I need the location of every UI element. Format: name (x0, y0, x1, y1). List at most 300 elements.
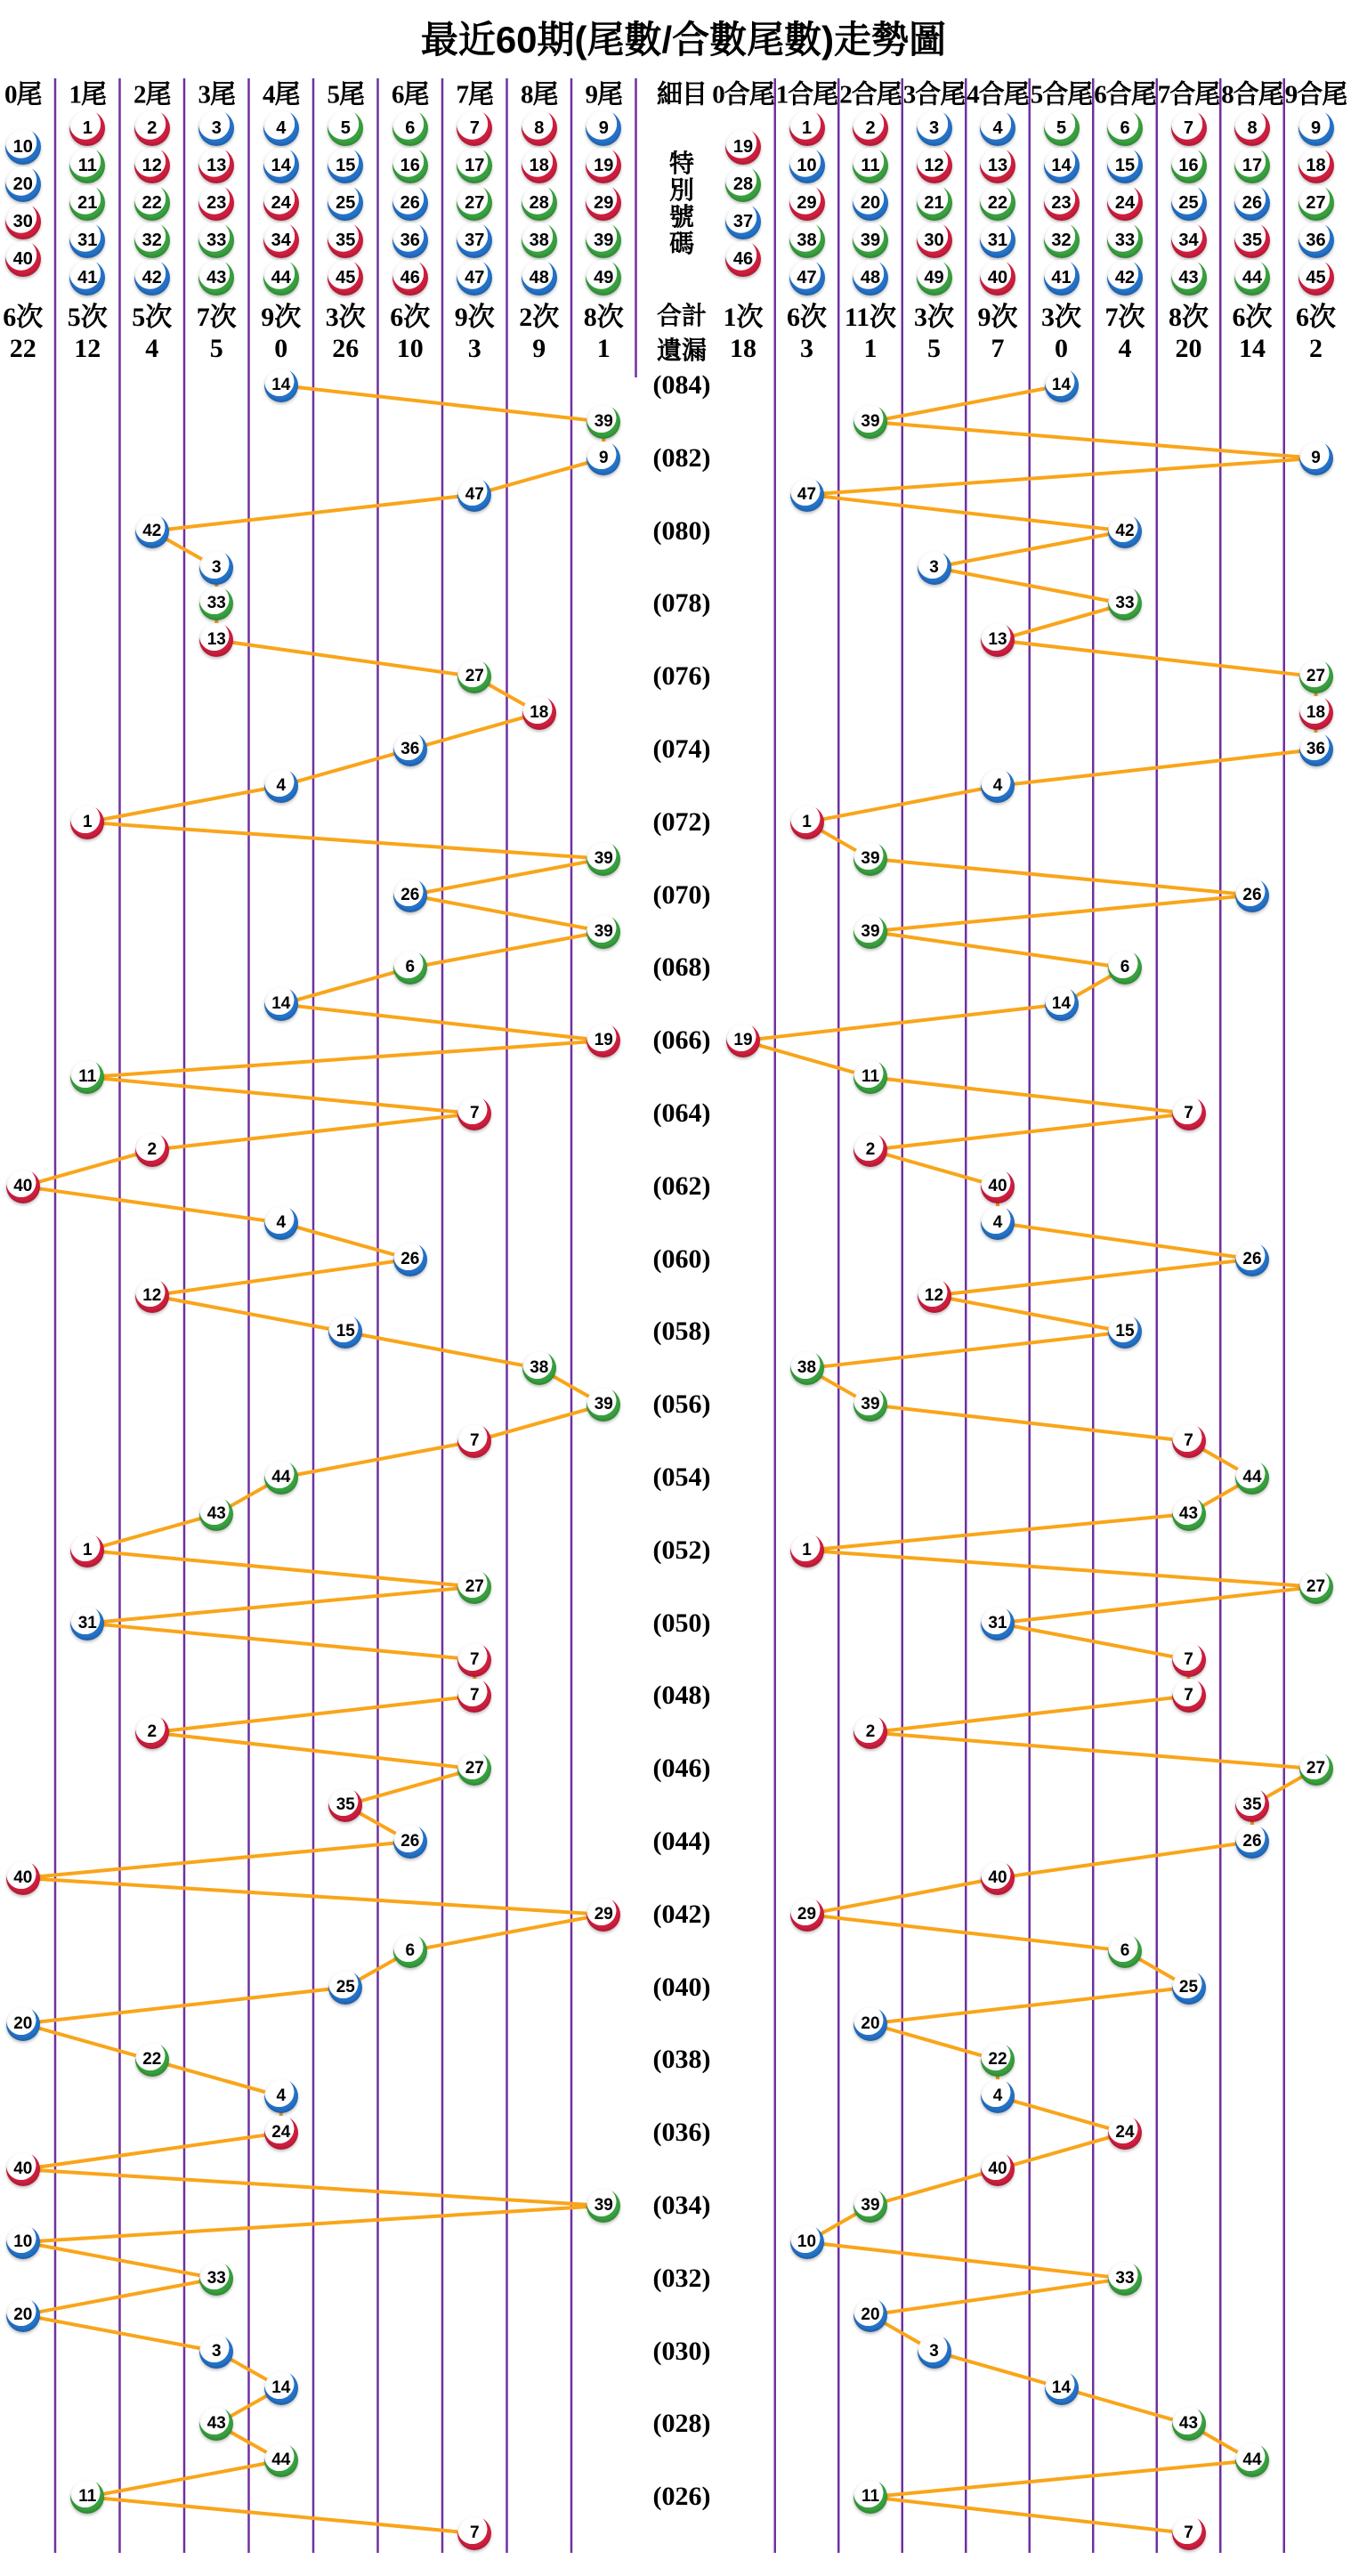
draw-ball-sumtail-row14-num39: 39 (853, 842, 887, 876)
draw-ball-sumtail-row9-num27: 27 (1299, 660, 1333, 693)
draw-ball-sumtail-row34-num27: 27 (1299, 1570, 1333, 1604)
draw-ball-tail-row55-num3: 3 (199, 2335, 233, 2369)
draw-ball-tail-row16-num39: 39 (586, 915, 620, 949)
grid-ball-left-21: 21 (69, 185, 105, 221)
miss-count-right-3: 5 (927, 334, 941, 363)
column-header-sumtail-8: 8合尾 (1221, 80, 1283, 109)
draw-ball-tail-row20-num11: 11 (70, 1060, 104, 1094)
draw-ball-tail-row31-num44: 44 (264, 1461, 298, 1495)
column-header-sumtail-7: 7合尾 (1157, 80, 1220, 109)
period-label-082: (082) (652, 442, 711, 473)
draw-ball-tail-row9-num27: 27 (457, 660, 491, 693)
draw-ball-sumtail-row58-num44: 44 (1235, 2443, 1269, 2477)
draw-ball-tail-row41-num26: 26 (393, 1825, 427, 1859)
grid-ball-left-2: 2 (134, 110, 170, 146)
grid-ball-left-18: 18 (522, 148, 557, 183)
draw-ball-sumtail-row45-num25: 25 (1172, 1971, 1206, 2005)
grid-ball-right-28: 28 (725, 166, 761, 202)
grid-ball-right-9: 9 (1298, 110, 1334, 146)
miss-count-right-8: 14 (1239, 334, 1266, 363)
appear-count-right-9: 6次 (1296, 303, 1336, 332)
draw-ball-tail-row46-num20: 20 (6, 2007, 40, 2041)
grid-ball-right-36: 36 (1298, 223, 1334, 258)
draw-ball-sumtail-row51-num39: 39 (853, 2189, 887, 2223)
special-number-label-char-0: 特 (668, 150, 695, 178)
grid-ball-right-12: 12 (917, 148, 952, 183)
column-header-tail-4: 4尾 (263, 80, 300, 109)
grid-ball-left-5: 5 (328, 110, 363, 146)
draw-ball-tail-row23-num40: 40 (6, 1170, 40, 1203)
grid-ball-right-44: 44 (1234, 260, 1270, 296)
draw-ball-tail-row17-num6: 6 (393, 951, 427, 984)
grid-ball-right-39: 39 (853, 223, 888, 258)
draw-ball-tail-row56-num14: 14 (264, 2371, 298, 2405)
draw-ball-tail-row57-num43: 43 (199, 2407, 233, 2441)
miss-count-left-3: 5 (209, 334, 223, 363)
grid-ball-left-28: 28 (522, 185, 557, 221)
appear-count-left-2: 5次 (132, 303, 173, 332)
grid-ball-right-24: 24 (1107, 185, 1143, 221)
column-header-tail-2: 2尾 (133, 80, 171, 109)
grid-ball-right-46: 46 (725, 241, 761, 277)
draw-ball-tail-row59-num11: 11 (70, 2480, 104, 2514)
grid-ball-left-36: 36 (392, 223, 428, 258)
appear-count-right-4: 9次 (977, 303, 1018, 332)
grid-ball-left-12: 12 (134, 148, 170, 183)
draw-ball-tail-row7-num33: 33 (199, 587, 233, 620)
draw-ball-sumtail-row55-num3: 3 (918, 2335, 951, 2369)
draw-ball-tail-row44-num6: 6 (393, 1934, 427, 1968)
draw-ball-sumtail-row4-num47: 47 (790, 478, 824, 512)
period-label-064: (064) (652, 1098, 711, 1128)
draw-ball-tail-row4-num47: 47 (457, 478, 491, 512)
draw-ball-tail-row45-num25: 25 (328, 1971, 362, 2005)
appear-count-left-8: 2次 (519, 303, 560, 332)
column-header-sumtail-6: 6合尾 (1094, 80, 1156, 109)
appear-count-left-4: 9次 (261, 303, 302, 332)
column-header-sumtail-3: 3合尾 (902, 80, 966, 109)
draw-ball-tail-row53-num33: 33 (199, 2262, 233, 2296)
miss-count-right-5: 0 (1055, 334, 1068, 363)
grid-ball-left-47: 47 (457, 260, 492, 296)
grid-ball-left-29: 29 (586, 185, 621, 221)
appear-count-left-9: 8次 (583, 303, 624, 332)
column-header-sumtail-5: 5合尾 (1030, 80, 1093, 109)
column-header-tail-0: 0尾 (4, 80, 42, 109)
period-label-076: (076) (652, 661, 711, 692)
grid-ball-left-10: 10 (5, 129, 41, 165)
miss-count-left-4: 0 (274, 334, 288, 363)
grid-ball-right-11: 11 (853, 148, 888, 183)
grid-ball-left-35: 35 (328, 223, 363, 258)
period-label-050: (050) (652, 1608, 711, 1638)
appear-count-left-7: 9次 (454, 303, 495, 332)
grid-ball-right-49: 49 (917, 260, 952, 296)
grid-ball-right-35: 35 (1234, 223, 1270, 258)
draw-ball-tail-row8-num13: 13 (199, 623, 233, 657)
miss-count-left-0: 22 (9, 334, 36, 363)
miss-count-left-7: 3 (467, 334, 481, 363)
grid-ball-right-32: 32 (1044, 223, 1080, 258)
period-label-046: (046) (652, 1754, 711, 1784)
draw-ball-tail-row32-num43: 43 (199, 1497, 233, 1531)
draw-ball-tail-row50-num40: 40 (6, 2152, 40, 2186)
appear-count-right-0: 1次 (723, 303, 764, 332)
period-label-068: (068) (652, 952, 711, 983)
grid-ball-left-49: 49 (586, 260, 621, 296)
appear-count-right-7: 8次 (1169, 303, 1209, 332)
draw-ball-tail-row51-num39: 39 (586, 2189, 620, 2223)
draw-ball-tail-row30-num7: 7 (457, 1424, 491, 1458)
grid-ball-right-4: 4 (980, 110, 1015, 146)
grid-ball-left-46: 46 (392, 260, 428, 296)
grid-ball-left-39: 39 (586, 223, 621, 258)
grid-ball-right-33: 33 (1107, 223, 1143, 258)
column-header-tail-1: 1尾 (69, 80, 107, 109)
grid-ball-right-31: 31 (980, 223, 1015, 258)
draw-ball-tail-row49-num24: 24 (264, 2116, 298, 2150)
grid-ball-left-13: 13 (198, 148, 234, 183)
grid-ball-left-40: 40 (5, 241, 41, 277)
column-header-sumtail-4: 4合尾 (967, 80, 1029, 109)
column-header-sumtail-2: 2合尾 (839, 80, 902, 109)
draw-ball-tail-row38-num2: 2 (135, 1715, 169, 1749)
grid-ball-left-23: 23 (198, 185, 234, 221)
draw-ball-tail-row21-num7: 7 (457, 1097, 491, 1130)
draw-ball-sumtail-row23-num40: 40 (981, 1170, 1015, 1203)
draw-ball-sumtail-row25-num26: 26 (1235, 1243, 1269, 1276)
special-number-label-char-1: 別 (668, 177, 695, 205)
period-label-026: (026) (652, 2482, 711, 2512)
appear-count-right-6: 7次 (1104, 303, 1145, 332)
grid-ball-left-7: 7 (457, 110, 492, 146)
grid-ball-left-48: 48 (522, 260, 557, 296)
draw-ball-tail-row58-num44: 44 (264, 2443, 298, 2477)
period-label-054: (054) (652, 1462, 711, 1492)
period-label-060: (060) (652, 1243, 711, 1274)
appear-count-left-6: 6次 (390, 303, 431, 332)
grid-ball-right-15: 15 (1107, 148, 1143, 183)
draw-ball-tail-row25-num26: 26 (393, 1243, 427, 1276)
grid-ball-left-20: 20 (5, 166, 41, 202)
draw-ball-sumtail-row12-num4: 4 (981, 769, 1015, 803)
draw-ball-tail-row35-num31: 31 (70, 1607, 104, 1640)
appear-count-right-1: 6次 (787, 303, 827, 332)
draw-ball-sumtail-row48-num4: 4 (981, 2079, 1015, 2113)
grid-ball-right-23: 23 (1044, 185, 1080, 221)
grid-ball-left-45: 45 (328, 260, 363, 296)
grid-ball-right-43: 43 (1171, 260, 1207, 296)
draw-ball-tail-row39-num27: 27 (457, 1752, 491, 1786)
grid-ball-right-3: 3 (917, 110, 952, 146)
grid-ball-left-3: 3 (198, 110, 234, 146)
page-title: 最近60期(尾數/合數尾數)走勢圖 (420, 19, 947, 61)
draw-ball-sumtail-row31-num44: 44 (1235, 1461, 1269, 1495)
draw-ball-sumtail-row50-num40: 40 (981, 2152, 1015, 2186)
period-label-044: (044) (652, 1827, 711, 1856)
draw-ball-sumtail-row47-num22: 22 (981, 2043, 1015, 2077)
draw-ball-sumtail-row56-num14: 14 (1045, 2371, 1079, 2405)
draw-ball-sumtail-row29-num39: 39 (853, 1388, 887, 1422)
appear-count-left-5: 3次 (325, 303, 366, 332)
draw-ball-tail-row1-num14: 14 (264, 369, 298, 402)
draw-ball-sumtail-row37-num7: 7 (1172, 1679, 1206, 1713)
appear-count-right-3: 3次 (914, 303, 954, 332)
total-row-label: 合計 (656, 303, 708, 330)
column-header-tail-6: 6尾 (392, 80, 429, 109)
grid-ball-left-42: 42 (134, 260, 170, 296)
draw-ball-sumtail-row26-num12: 12 (918, 1279, 951, 1313)
column-header-sumtail-1: 1合尾 (775, 80, 838, 109)
draw-ball-tail-row47-num22: 22 (135, 2043, 169, 2077)
draw-ball-sumtail-row10-num18: 18 (1299, 696, 1333, 730)
miss-count-left-5: 26 (332, 334, 360, 363)
draw-ball-sumtail-row38-num2: 2 (853, 1715, 887, 1749)
grid-ball-left-9: 9 (586, 110, 621, 146)
period-label-078: (078) (652, 588, 711, 619)
draw-ball-tail-row43-num29: 29 (586, 1898, 620, 1932)
grid-ball-left-32: 32 (134, 223, 170, 258)
grid-ball-right-10: 10 (789, 148, 825, 183)
grid-ball-left-16: 16 (392, 148, 428, 183)
miss-count-left-2: 4 (145, 334, 159, 363)
draw-ball-sumtail-row49-num24: 24 (1108, 2116, 1142, 2150)
draw-ball-sumtail-row18-num14: 14 (1045, 987, 1079, 1021)
grid-ball-right-13: 13 (980, 148, 1015, 183)
grid-ball-left-41: 41 (69, 260, 105, 296)
miss-count-left-1: 12 (74, 334, 101, 363)
appear-count-right-5: 3次 (1041, 303, 1081, 332)
column-header-tail-3: 3尾 (198, 80, 236, 109)
draw-ball-sumtail-row16-num39: 39 (853, 915, 887, 949)
draw-ball-tail-row15-num26: 26 (393, 879, 427, 912)
draw-ball-tail-row10-num18: 18 (522, 696, 556, 730)
period-label-040: (040) (652, 1972, 711, 2002)
period-label-042: (042) (652, 1899, 711, 1929)
grid-ball-left-19: 19 (586, 148, 621, 183)
column-header-sumtail-9: 9合尾 (1284, 80, 1347, 109)
draw-ball-sumtail-row52-num10: 10 (790, 2225, 824, 2259)
grid-ball-left-11: 11 (69, 148, 105, 183)
grid-ball-right-27: 27 (1298, 185, 1334, 221)
period-label-062: (062) (652, 1171, 711, 1201)
draw-ball-sumtail-row59-num11: 11 (853, 2480, 887, 2514)
grid-ball-right-20: 20 (853, 185, 888, 221)
draw-ball-tail-row40-num35: 35 (328, 1788, 362, 1822)
draw-ball-sumtail-row54-num20: 20 (853, 2298, 887, 2332)
grid-ball-left-17: 17 (457, 148, 492, 183)
period-label-056: (056) (652, 1389, 711, 1420)
miss-row-label: 遺漏 (656, 337, 708, 365)
period-label-084: (084) (652, 370, 711, 400)
grid-ball-left-8: 8 (522, 110, 557, 146)
grid-ball-right-8: 8 (1234, 110, 1270, 146)
appear-count-left-0: 6次 (3, 303, 44, 332)
draw-ball-sumtail-row19-num19: 19 (726, 1024, 760, 1057)
draw-ball-tail-row26-num12: 12 (135, 1279, 169, 1313)
draw-ball-sumtail-row46-num20: 20 (853, 2007, 887, 2041)
draw-ball-tail-row34-num27: 27 (457, 1570, 491, 1604)
period-label-066: (066) (652, 1025, 711, 1056)
draw-ball-sumtail-row41-num26: 26 (1235, 1825, 1269, 1859)
grid-ball-left-14: 14 (263, 148, 299, 183)
draw-ball-sumtail-row21-num7: 7 (1172, 1097, 1206, 1130)
appear-count-right-2: 11次 (844, 303, 897, 332)
draw-ball-sumtail-row13-num1: 1 (790, 806, 824, 839)
grid-ball-left-43: 43 (198, 260, 234, 296)
draw-ball-tail-row6-num3: 3 (199, 551, 233, 585)
draw-ball-sumtail-row27-num15: 15 (1108, 1315, 1142, 1349)
miss-count-left-6: 10 (396, 334, 424, 363)
draw-ball-tail-row11-num36: 36 (393, 733, 427, 766)
grid-ball-left-37: 37 (457, 223, 492, 258)
draw-ball-tail-row5-num42: 42 (135, 514, 169, 548)
period-label-030: (030) (652, 2336, 711, 2366)
grid-ball-left-22: 22 (134, 185, 170, 221)
column-header-tail-7: 7尾 (456, 80, 494, 109)
grid-ball-right-14: 14 (1044, 148, 1080, 183)
draw-ball-tail-row2-num39: 39 (586, 405, 620, 439)
grid-ball-right-21: 21 (917, 185, 952, 221)
draw-ball-sumtail-row2-num39: 39 (853, 405, 887, 439)
grid-ball-right-7: 7 (1171, 110, 1207, 146)
draw-ball-tail-row14-num39: 39 (586, 842, 620, 876)
grid-ball-left-38: 38 (522, 223, 557, 258)
draw-ball-sumtail-row30-num7: 7 (1172, 1424, 1206, 1458)
grid-ball-left-30: 30 (5, 204, 41, 239)
appear-count-left-3: 7次 (196, 303, 237, 332)
draw-ball-tail-row33-num1: 1 (70, 1534, 104, 1567)
draw-ball-tail-row13-num1: 1 (70, 806, 104, 839)
draw-ball-sumtail-row3-num9: 9 (1299, 441, 1333, 475)
draw-ball-tail-row22-num2: 2 (135, 1133, 169, 1167)
draw-ball-sumtail-row60-num7: 7 (1172, 2516, 1206, 2550)
period-label-038: (038) (652, 2045, 711, 2075)
grid-ball-right-16: 16 (1171, 148, 1207, 183)
draw-ball-sumtail-row44-num6: 6 (1108, 1934, 1142, 1968)
grid-ball-right-19: 19 (725, 129, 761, 165)
draw-ball-tail-row19-num19: 19 (586, 1024, 620, 1057)
draw-ball-sumtail-row24-num4: 4 (981, 1206, 1015, 1240)
grid-ball-left-6: 6 (392, 110, 428, 146)
draw-ball-sumtail-row8-num13: 13 (981, 623, 1015, 657)
appear-count-right-8: 6次 (1232, 303, 1273, 332)
grid-ball-right-45: 45 (1298, 260, 1334, 296)
column-header-sumtail-0: 0合尾 (712, 80, 774, 109)
draw-ball-sumtail-row33-num1: 1 (790, 1534, 824, 1567)
column-header-tail-8: 8尾 (521, 80, 558, 109)
draw-ball-sumtail-row42-num40: 40 (981, 1861, 1015, 1895)
draw-ball-tail-row18-num14: 14 (264, 987, 298, 1021)
draw-ball-tail-row52-num10: 10 (6, 2225, 40, 2259)
draw-ball-tail-row27-num15: 15 (328, 1315, 362, 1349)
grid-ball-left-24: 24 (263, 185, 299, 221)
draw-ball-sumtail-row40-num35: 35 (1235, 1788, 1269, 1822)
draw-ball-sumtail-row35-num31: 31 (981, 1607, 1015, 1640)
draw-ball-sumtail-row7-num33: 33 (1108, 587, 1142, 620)
column-header-tail-5: 5尾 (327, 80, 365, 109)
draw-ball-sumtail-row22-num2: 2 (853, 1133, 887, 1167)
grid-ball-right-1: 1 (789, 110, 825, 146)
grid-ball-right-5: 5 (1044, 110, 1080, 146)
miss-count-right-7: 20 (1175, 334, 1202, 363)
grid-ball-left-31: 31 (69, 223, 105, 258)
grid-ball-left-4: 4 (263, 110, 299, 146)
column-header-tail-9: 9尾 (585, 80, 623, 109)
draw-ball-sumtail-row17-num6: 6 (1108, 951, 1142, 984)
draw-ball-sumtail-row20-num11: 11 (853, 1060, 887, 1094)
grid-ball-left-25: 25 (328, 185, 363, 221)
period-label-048: (048) (652, 1681, 711, 1711)
grid-ball-right-37: 37 (725, 204, 761, 239)
grid-ball-left-34: 34 (263, 223, 299, 258)
grid-ball-left-1: 1 (69, 110, 105, 146)
grid-ball-left-27: 27 (457, 185, 492, 221)
draw-ball-sumtail-row28-num38: 38 (790, 1351, 824, 1385)
draw-ball-sumtail-row1-num14: 14 (1045, 369, 1079, 402)
grid-ball-right-25: 25 (1171, 185, 1207, 221)
draw-ball-sumtail-row11-num36: 36 (1299, 733, 1333, 766)
grid-ball-right-6: 6 (1107, 110, 1143, 146)
draw-ball-sumtail-row57-num43: 43 (1172, 2407, 1206, 2441)
draw-ball-sumtail-row32-num43: 43 (1172, 1497, 1206, 1531)
grid-ball-right-47: 47 (789, 260, 825, 296)
grid-ball-right-40: 40 (980, 260, 1015, 296)
draw-ball-tail-row28-num38: 38 (522, 1351, 556, 1385)
draw-ball-sumtail-row53-num33: 33 (1108, 2262, 1142, 2296)
period-label-028: (028) (652, 2409, 711, 2439)
miss-count-right-9: 2 (1309, 334, 1323, 363)
period-label-058: (058) (652, 1316, 711, 1347)
miss-count-left-9: 1 (596, 334, 611, 363)
grid-ball-right-41: 41 (1044, 260, 1080, 296)
special-number-label-char-2: 號 (668, 204, 695, 231)
grid-ball-right-42: 42 (1107, 260, 1143, 296)
grid-ball-left-15: 15 (328, 148, 363, 183)
draw-ball-tail-row54-num20: 20 (6, 2298, 40, 2332)
grid-ball-right-2: 2 (853, 110, 888, 146)
period-label-074: (074) (652, 734, 711, 764)
column-header-detail: 細目 (656, 80, 708, 109)
draw-ball-sumtail-row39-num27: 27 (1299, 1752, 1333, 1786)
grid-ball-right-30: 30 (917, 223, 952, 258)
period-label-072: (072) (652, 806, 711, 837)
appear-count-left-1: 5次 (67, 303, 108, 332)
draw-ball-sumtail-row43-num29: 29 (790, 1898, 824, 1932)
draw-ball-sumtail-row5-num42: 42 (1108, 514, 1142, 548)
miss-count-right-0: 18 (730, 334, 756, 363)
period-label-032: (032) (652, 2263, 711, 2293)
period-label-036: (036) (652, 2118, 711, 2148)
miss-count-left-8: 9 (532, 334, 546, 363)
miss-count-right-4: 7 (991, 334, 1005, 363)
miss-count-right-1: 3 (800, 334, 813, 363)
draw-ball-sumtail-row15-num26: 26 (1235, 879, 1269, 912)
draw-ball-tail-row3-num9: 9 (586, 441, 620, 475)
draw-ball-tail-row48-num4: 4 (264, 2079, 298, 2113)
period-label-052: (052) (652, 1535, 711, 1565)
grid-ball-right-17: 17 (1234, 148, 1270, 183)
draw-ball-sumtail-row6-num3: 3 (918, 551, 951, 585)
grid-ball-left-26: 26 (392, 185, 428, 221)
grid-ball-right-22: 22 (980, 185, 1015, 221)
draw-ball-sumtail-row36-num7: 7 (1172, 1643, 1206, 1677)
miss-count-right-2: 1 (863, 334, 878, 363)
draw-ball-tail-row24-num4: 4 (264, 1206, 298, 1240)
miss-count-right-6: 4 (1118, 334, 1132, 363)
grid-ball-right-29: 29 (789, 185, 825, 221)
draw-ball-tail-row29-num39: 39 (586, 1388, 620, 1422)
